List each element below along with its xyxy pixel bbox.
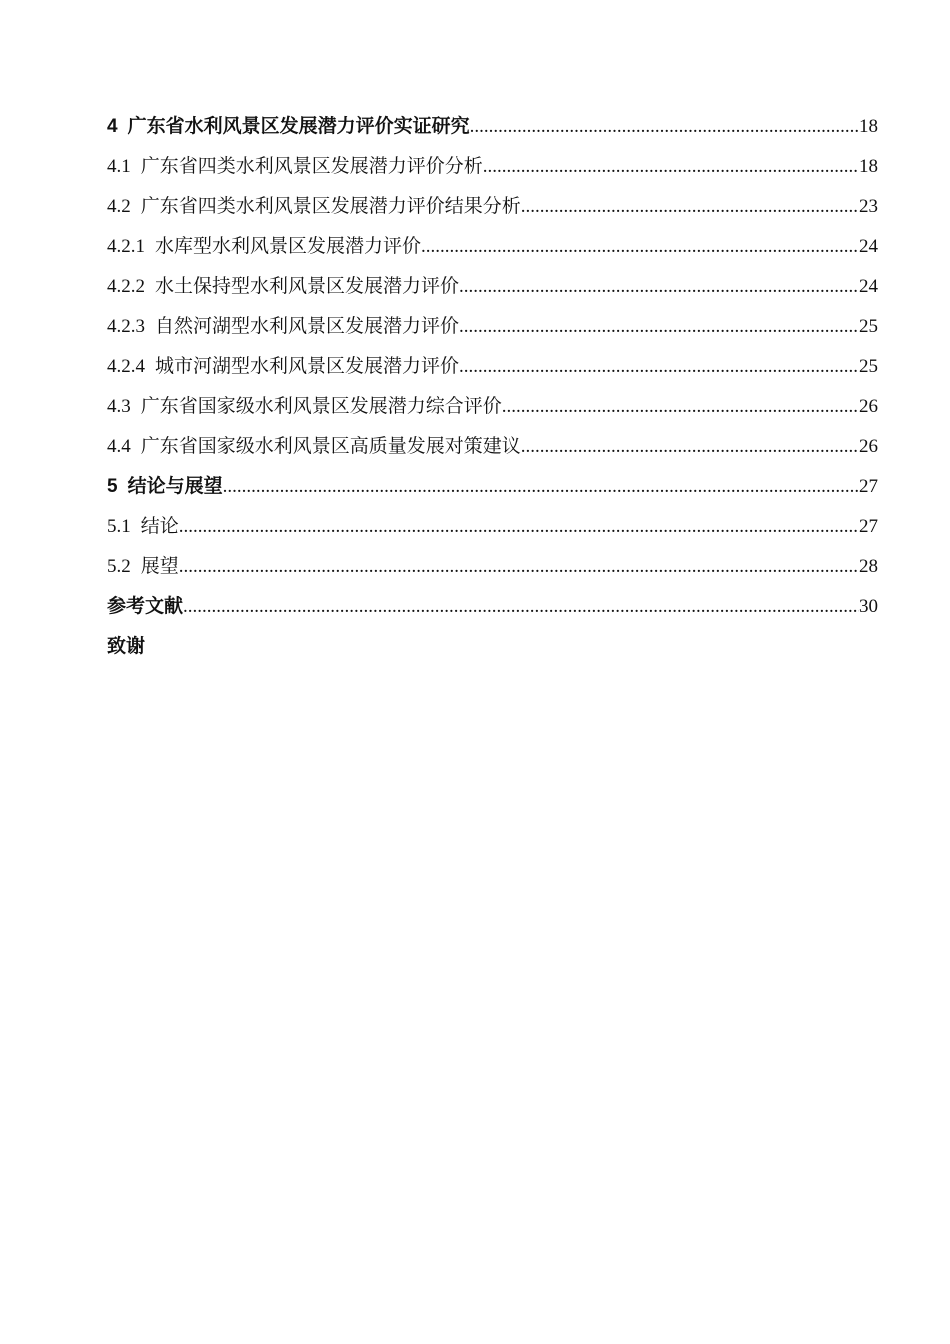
- toc-entry-number: 5.2: [107, 556, 131, 577]
- toc-leader-dots: [521, 187, 859, 227]
- toc-entry-title: 致谢: [107, 636, 146, 657]
- toc-entry-number: 4.4: [107, 436, 131, 457]
- toc-entry-4-2[interactable]: [107, 187, 878, 227]
- toc-entry-title: 水土保持型水利风景区发展潜力评价: [155, 276, 460, 297]
- toc-entry-4-2-3[interactable]: [107, 307, 878, 347]
- toc-entry-page: 27: [859, 476, 878, 497]
- toc-leader-dots: [179, 547, 859, 587]
- toc-entry-title: 展望: [140, 556, 179, 577]
- toc-entry-title: 结论: [140, 516, 179, 537]
- toc-leader-dots: [521, 427, 859, 467]
- toc-entry-4-2-2[interactable]: [107, 267, 878, 307]
- toc-leader-dots: [459, 267, 859, 307]
- toc-entry-references[interactable]: [107, 587, 878, 627]
- toc-entry-number: 4.2.1: [107, 236, 145, 257]
- toc-leader-dots: [223, 467, 859, 507]
- toc-entry-4-1[interactable]: [107, 147, 878, 187]
- toc-leader-dots: [421, 227, 859, 267]
- toc-entry-title: 结论与展望: [127, 476, 223, 497]
- toc-entry-number: 4.2.2: [107, 276, 145, 297]
- toc-entry-title: 广东省国家级水利风景区发展潜力综合评价: [140, 396, 502, 417]
- toc-entry-title: 自然河湖型水利风景区发展潜力评价: [155, 316, 460, 337]
- toc-leader-dots: [183, 587, 859, 627]
- toc-entry-5-1[interactable]: [107, 507, 878, 547]
- toc-entry-4-4[interactable]: [107, 427, 878, 467]
- toc-entry-title: 城市河湖型水利风景区发展潜力评价: [155, 356, 460, 377]
- toc-entry-page: 28: [859, 556, 878, 577]
- toc-entry-4[interactable]: [107, 107, 878, 147]
- toc-entry-number: 4: [107, 116, 118, 137]
- toc-leader-dots: [459, 307, 859, 347]
- toc-entry-5[interactable]: [107, 467, 878, 507]
- toc-entry-number: 4.2.4: [107, 356, 145, 377]
- toc-leader-dots: [179, 507, 859, 547]
- toc-entry-number: 4.2.3: [107, 316, 145, 337]
- toc-leader-dots: [483, 147, 859, 187]
- toc-entry-page: 25: [859, 356, 878, 377]
- toc-entry-page: 24: [859, 236, 878, 257]
- toc-entry-page: 24: [859, 276, 878, 297]
- toc-entry-acknowledgements[interactable]: [107, 627, 878, 667]
- toc-entry-page: 27: [859, 516, 878, 537]
- toc-entry-title: 水库型水利风景区发展潜力评价: [155, 236, 422, 257]
- toc-leader-dots: [459, 347, 859, 387]
- toc-entry-5-2[interactable]: [107, 547, 878, 587]
- toc-entry-number: 4.2: [107, 196, 131, 217]
- toc-entry-page: 26: [859, 396, 878, 417]
- toc-entry-number: 4.1: [107, 156, 131, 177]
- toc-entry-4-3[interactable]: [107, 387, 878, 427]
- toc-leader-dots: [502, 387, 859, 427]
- table-of-contents: [107, 107, 878, 667]
- toc-entry-number: 5: [107, 476, 118, 497]
- toc-entry-4-2-4[interactable]: [107, 347, 878, 387]
- toc-entry-page: 23: [859, 196, 878, 217]
- toc-entry-number: 5.1: [107, 516, 131, 537]
- toc-entry-title: 参考文献: [107, 596, 184, 617]
- toc-entry-number: 4.3: [107, 396, 131, 417]
- toc-entry-title: 广东省水利风景区发展潜力评价实证研究: [127, 116, 470, 137]
- toc-entry-4-2-1[interactable]: [107, 227, 878, 267]
- toc-entry-title: 广东省四类水利风景区发展潜力评价分析: [140, 156, 483, 177]
- toc-leader-dots: [470, 107, 859, 147]
- toc-entry-page: 18: [859, 156, 878, 177]
- toc-entry-page: 25: [859, 316, 878, 337]
- toc-entry-page: 26: [859, 436, 878, 457]
- toc-entry-title: 广东省国家级水利风景区高质量发展对策建议: [140, 436, 521, 457]
- toc-entry-title: 广东省四类水利风景区发展潜力评价结果分析: [140, 196, 521, 217]
- toc-entry-page: 30: [859, 596, 878, 617]
- toc-entry-page: 18: [859, 116, 878, 137]
